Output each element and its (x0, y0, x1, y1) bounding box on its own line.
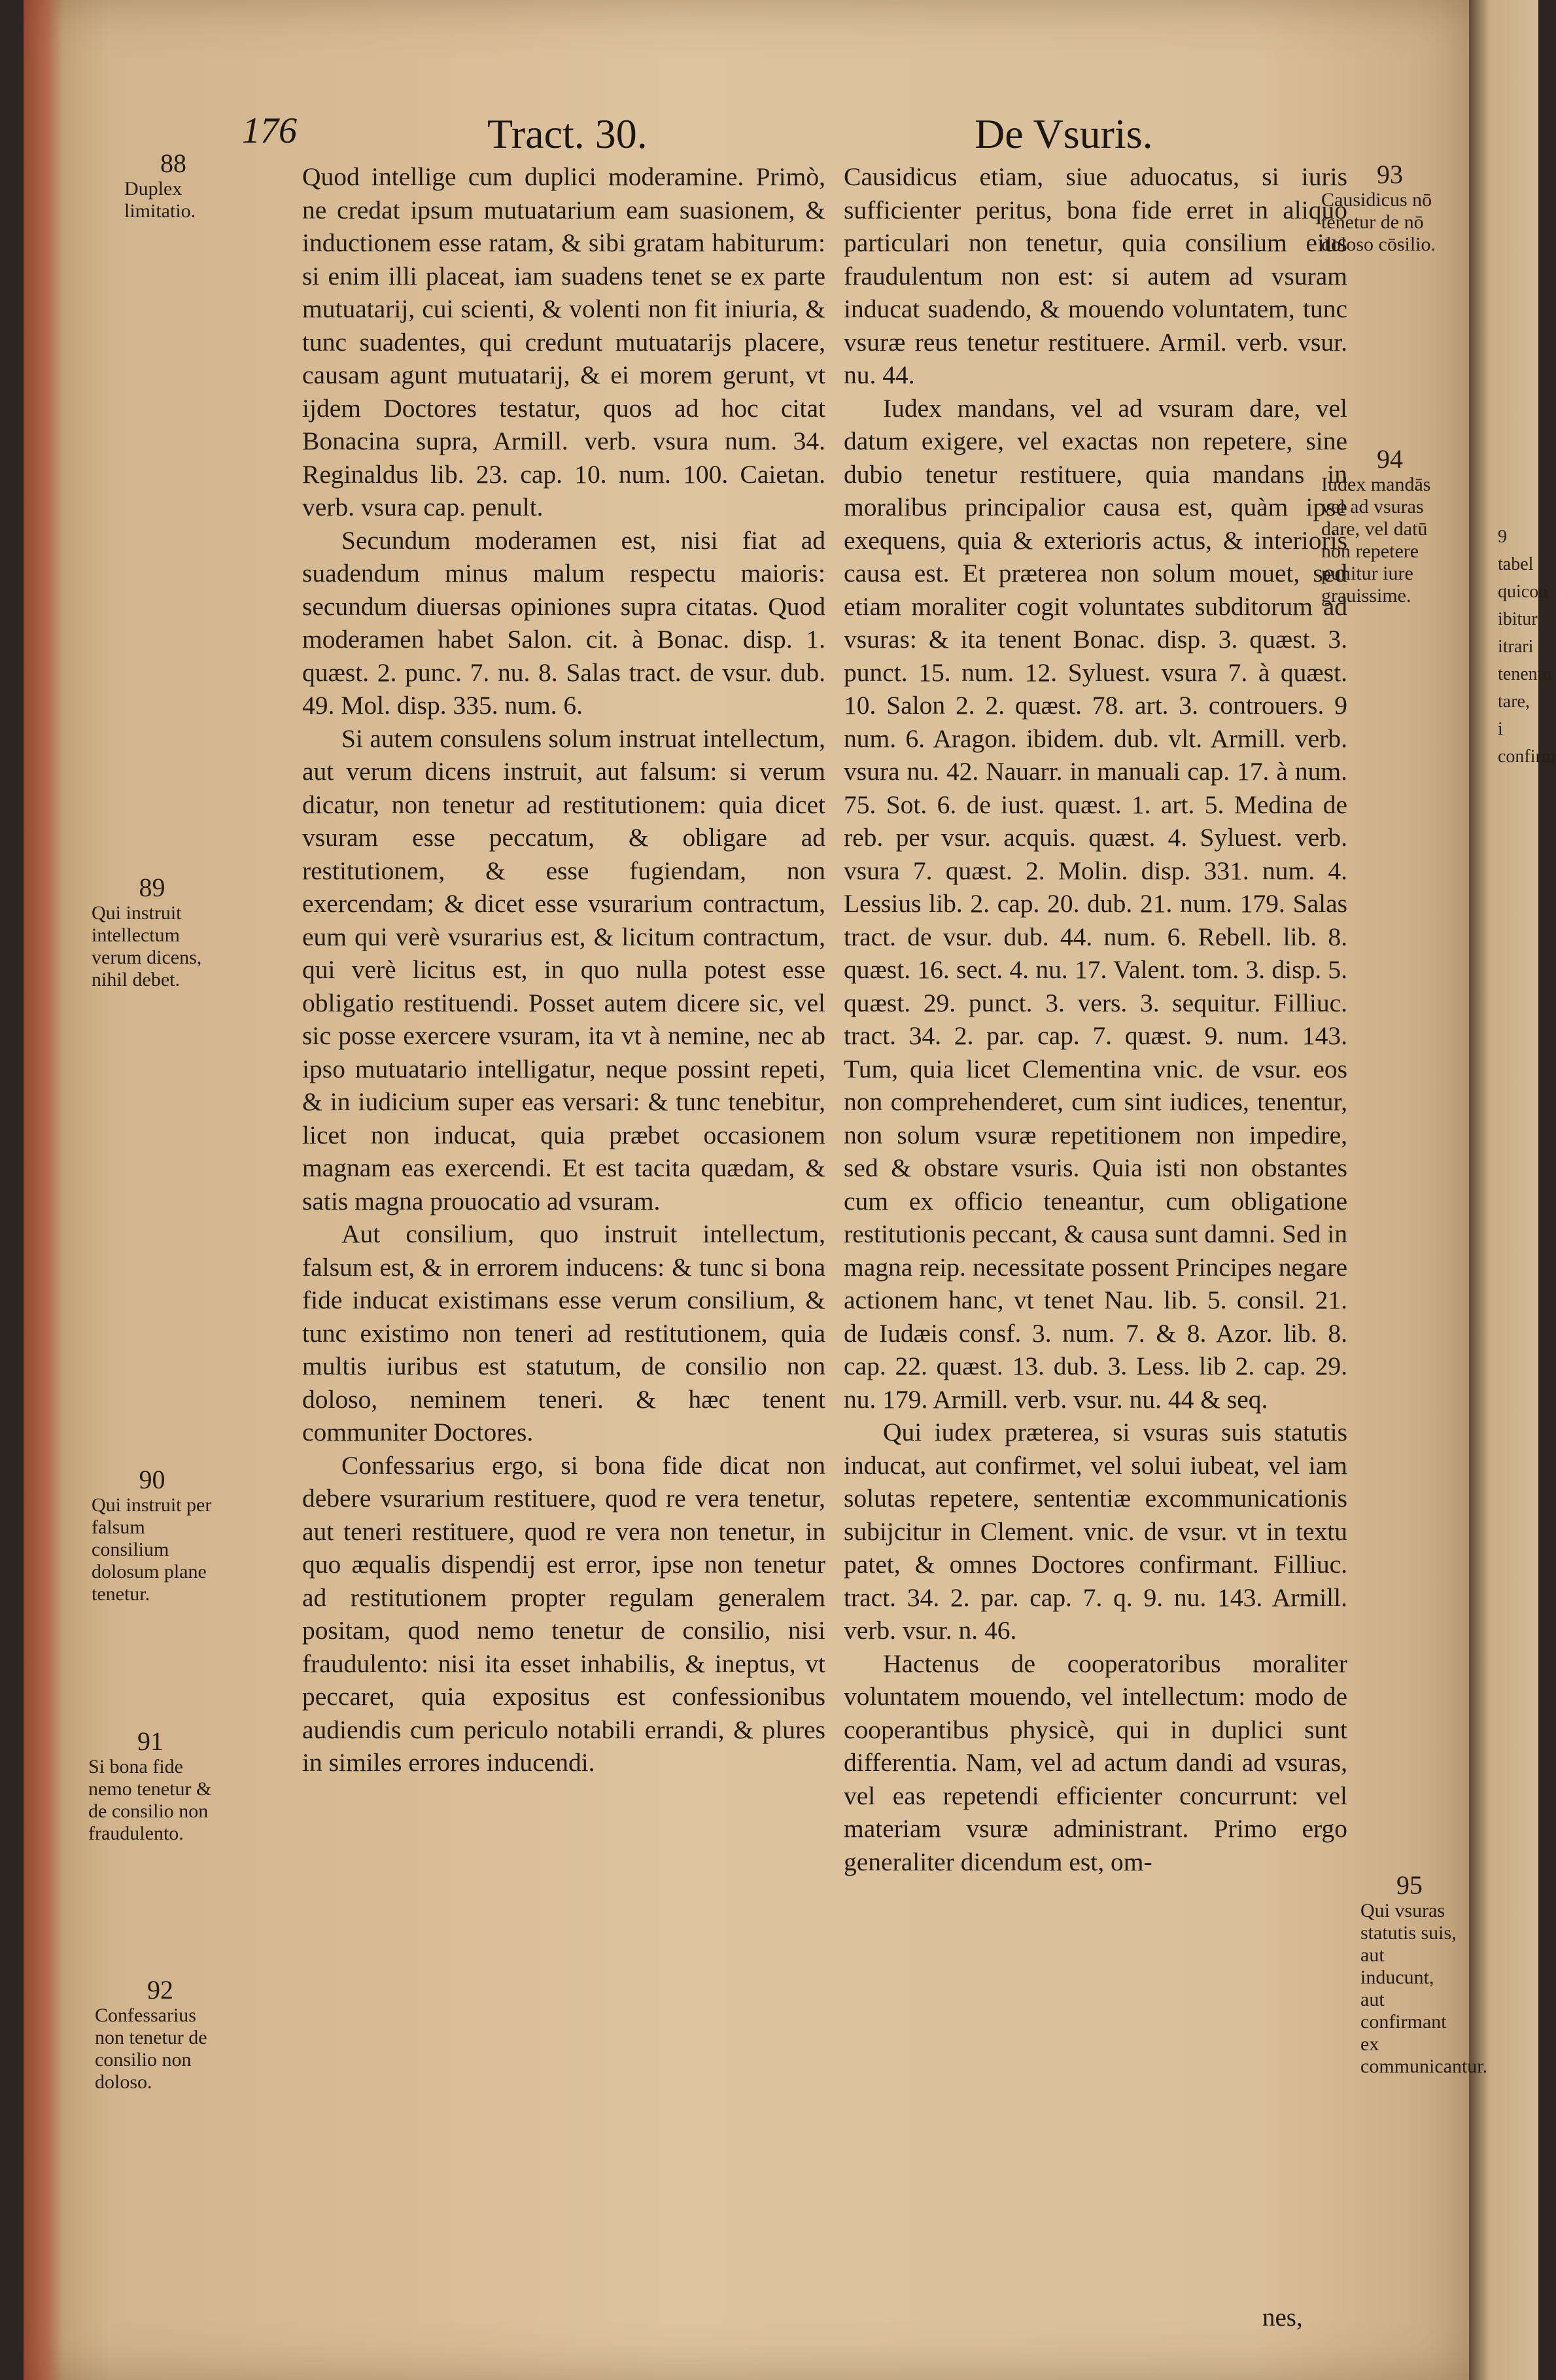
margin-note-text: Confessarius non tenetur de consilio non doloso. (95, 2004, 207, 2093)
catchword: nes, (1262, 2303, 1303, 2332)
margin-note-91 (88, 1727, 213, 1845)
paragraph: Si autem consulens solum instruat intellectum, aut verum dicens instruit, aut falsum: si verum dicatur, non tenetur ad restitutionem: quia dicet vsuram esse peccatum, & obligare ad restitutionem, & esse fugiendam, non exercendam; & dicet esse vsurarium contractum, eum qui verè vsurarius est, & licitum contractum, qui verè licitus est, in quo nulla potest esse obligatio restituendi. Posset autem dicere sic, vel sic posse exercere vsuram, ita vt à nemine, nec ab ipso mutuatario intelligatur, neque possint repeti, & in iudicium super eas versari: & tunc tenebitur, licet non inducat, quia præbet occasionem magnam eas exercendi. Et est tacita quædam, & satis magna prouocatio ad vsuram. (302, 724, 825, 1216)
paragraph: Causidicus etiam, siue aduocatus, si iuris sufficienter peritus, bona fide erret in aliquo particulari non tenetur, quia consilium eius fraudulentum non est: si autem ad vsuram inducat suadendo, & mouendo voluntatem, tunc vsuræ reus tenetur restituere. Armil. verb. vsur. nu. 44. (844, 162, 1347, 389)
margin-note-number: 90 (139, 1465, 165, 1494)
margin-note-text: Duplex limitatio. (124, 178, 196, 222)
margin-note-number: 94 (1377, 444, 1403, 474)
margin-note-95 (1360, 1870, 1488, 2078)
paragraph: Secundum moderamen est, nisi fiat ad suadendum minus malum respectu maioris: secundum diuersas opiniones supra citatas. Quod moderamen habet Salon. cit. à Bonac. disp. 1. quæst. 2. punc. 7. nu. 8. Salas tract. de vsur. dub. 49. Mol. disp. 335. num. 6. (302, 525, 825, 720)
margin-note-92 (95, 1976, 226, 2093)
paragraph: Hactenus de cooperatoribus moraliter voluntatem mouendo, vel intellectum: modo de cooperantibus physicè, qui in duplici sunt differentia. Nam, vel ad actum dandi ad vsuras, vel eas repetendi efficienter concurrunt: vel materiam vsuræ administrant. Primo ergo generaliter dicendum est, om- (844, 1649, 1347, 1876)
margin-note-number: 92 (147, 1975, 173, 2004)
page-edge-stain (24, 0, 63, 2380)
paragraph: Confessarius ergo, si bona fide dicat non debere vsurarium restituere, quod re vera tenetur, aut teneri restituere, quod re vera non tenetur, in quo æqualis dispendij est error, ipse non tenetur ad restitutionem propter regulam generalem positam, quod nemo tenetur de consilio, nisi fraudulento: nisi ita esset inhabilis, & ineptus, vt peccaret, quia expositus est confessionibus audiendis cum periculo notabili errandi, & plures in similes errores inducendi. (302, 1450, 825, 1777)
paragraph: Aut consilium, quo instruit intellectum, falsum est, & in errorem inducens: & tunc si bona fide inducat existimans esse verum consilium, & tunc existimo non teneri ad restitutionem, quia multis iuribus est statutum, de consilio non doloso, neminem teneri. & hæc tenent communiter Doctores. (302, 1219, 825, 1446)
margin-note-number: 91 (137, 1726, 164, 1756)
left-text-column (302, 160, 825, 1779)
margin-note-number: 95 (1396, 1870, 1423, 1900)
paragraph: Quod intellige cum duplici moderamine. Primò, ne credat ipsum mutuatarium eam suasionem, & inductionem esse ratam, & sibi gratam habiturum: si enim illi placeat, iam suadens tenet se ex parte mutuatarij, cui scienti, & volenti non fit iniuria, & tunc suadentes, qui credunt mutuatarijs placere, causam agunt mutuatarij, & ei morem gerunt, vt ijdem Doctores testatur, quos ad hoc citat Bonacina supra, Armill. verb. vsura num. 34. Reginaldus lib. 23. cap. 10. num. 100. Caietan. verb. vsura cap. penult. (302, 162, 825, 521)
right-text-column (844, 160, 1347, 1878)
margin-note-number: 93 (1377, 160, 1403, 189)
margin-note-90 (92, 1465, 213, 1605)
page-number: 176 (242, 111, 297, 151)
margin-note-number: 89 (139, 873, 165, 902)
margin-note-number: 88 (160, 149, 186, 178)
adjacent-page-edge (1469, 0, 1556, 2380)
margin-note-text: Qui instruit intellectum verum dicens, nihil debet. (92, 902, 202, 990)
adjacent-page-fragment: 9 tabel quicon ibitur itrari tenentu tare, i confirm (1498, 527, 1556, 767)
paragraph: Qui iudex præterea, si vsuras suis statutis inducat, aut confirmet, vel solui iubeat, vel iam solutas repetere, sententiæ excommunicationis subijcitur in Clement. vnic. de vsur. vt in textu patet, & omnes Doctores confirmant. Filliuc. tract. 34. 2. par. cap. 7. q. 9. nu. 143. Armill. verb. vsur. n. 46. (844, 1418, 1347, 1645)
margin-note-text: Si bona fide nemo tenetur & de consilio non fraudulento. (88, 1756, 212, 1844)
paragraph: Iudex mandans, vel ad vsuram dare, vel datum exigere, vel exactas non repetere, sine dubio tenetur restituere, quia mandans in moralibus principalior causa est, quàm ipse exequens, quia & exterioris actus, & interioris causa est. Et præterea non solum mouet, sed etiam moraliter cogit voluntates subditorum ad vsuras: & ita tenent Bonac. disp. 3. quæst. 3. punct. 15. num. 12. Syluest. vsura 7. à quæst. 10. Salon 2. 2. quæst. 78. art. 3. controuers. 9 num. 6. Aragon. ibidem. dub. vlt. Armill. verb. vsura nu. 42. Nauarr. in manuali cap. 17. à num. 75. Sot. 6. de iust. quæst. 1. art. 5. Medina de reb. per vsur. acquis. quæst. 4. Syluest. verb. vsura 7. quæst. 2. Molin. disp. 331. num. 4. Lessius lib. 2. cap. 20. dub. 21. num. 179. Salas tract. de vsur. dub. 44. num. 6. Rebell. lib. 8. quæst. 16. sect. 4. nu. 17. Valent. tom. 3. disp. 5. quæst. 29. punct. 3. vers. 3. sequitur. Filliuc. tract. 34. 2. par. cap. 7. quæst. 9. num. 143. Tum, quia licet Clementina vnic. de vsur. eos non comprehenderet, cum sint iudices, tenentur, non solum vsuræ repetitionem non impedire, sed & obstare vsuris. Quia isti non obstantes cum ex officio teneantur, cum obligatione restitutionis peccant, & causa sunt damni. Sed in magna reip. necessitate possent Principes negare actionem hanc, vt tenet Nau. lib. 5. consil. 21. de Iudæis consf. 3. num. 7. & 8. Azor. lib. 8. cap. 22. quæst. 13. dub. 3. Less. lib 2. cap. 29. nu. 179. Armill. verb. vsur. nu. 44 & seq. (844, 393, 1347, 1414)
margin-note-text: Causidicus nō tenetur de nō doloso cōsilio. (1321, 189, 1436, 255)
margin-note-text: Qui instruit per falsum consilium dolosum plane tenetur. (92, 1494, 212, 1605)
running-head-right: De Vsuris. (975, 111, 1153, 157)
running-head-left: Tract. 30. (487, 111, 648, 157)
margin-note-89 (92, 873, 213, 991)
margin-note-text: Qui vsuras statutis suis, aut inducunt, aut confirmant ex communicantur. (1360, 1900, 1488, 2077)
margin-note-text: Iudex mandās vel ad vsuras dare, vel datū non repetere punitur iure grauissime. (1321, 474, 1431, 606)
margin-note-88 (124, 149, 222, 222)
